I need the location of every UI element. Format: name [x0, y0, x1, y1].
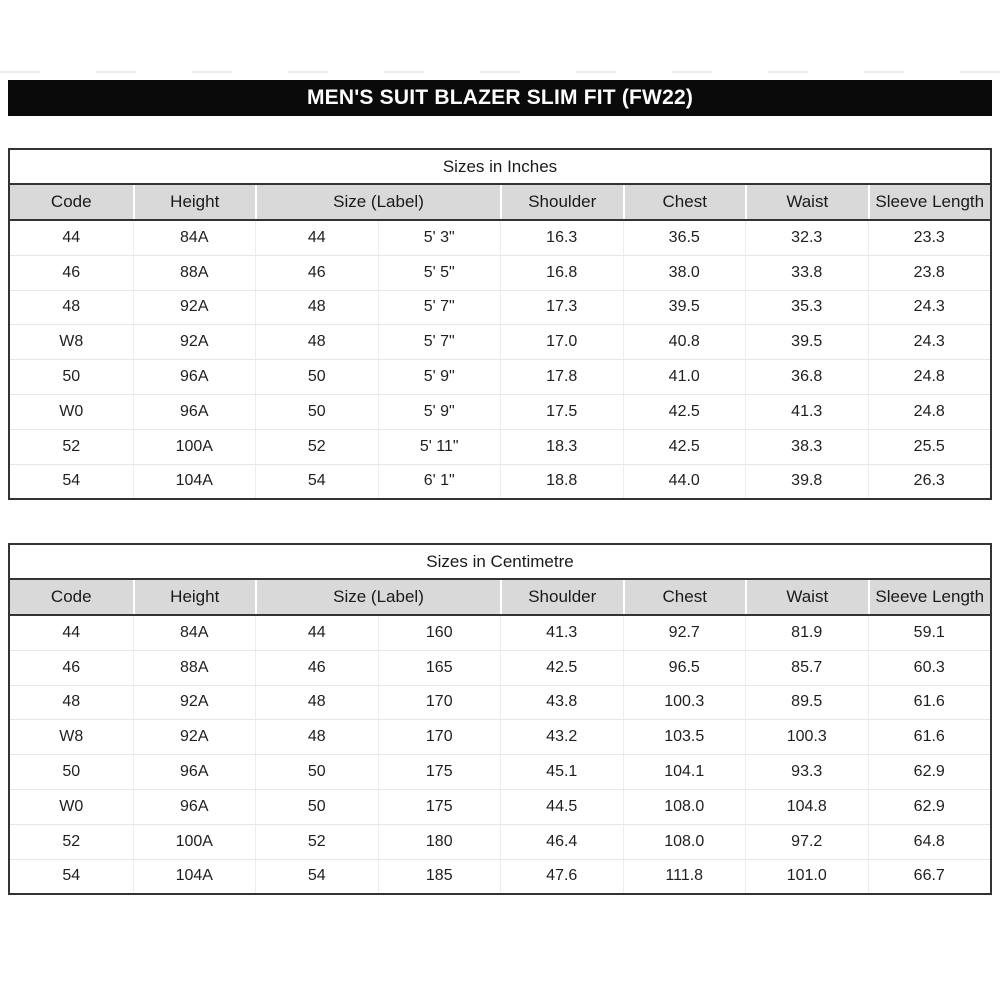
table-header-row — [10, 580, 990, 616]
table-cell: 24.8 — [868, 395, 991, 429]
table-title-inches: Sizes in Inches — [10, 150, 990, 185]
table-cell: 52 — [62, 437, 81, 455]
table-cell: 46 — [62, 263, 81, 281]
column-header-shoulder: Shoulder — [500, 580, 623, 614]
table-cell: 39.8 — [745, 465, 868, 499]
table-cell: 104.1 — [623, 755, 746, 789]
table-cell: 54 — [62, 472, 81, 490]
table-cell: 84A — [133, 221, 256, 255]
table-cell: 46 — [255, 651, 378, 685]
table-cell: 36.5 — [623, 221, 746, 255]
table-cell: 108.0 — [623, 790, 746, 824]
table-cell: W8 — [59, 333, 84, 351]
table-cell: 18.3 — [500, 430, 623, 464]
table-cell: 48 — [255, 325, 378, 359]
table-cell: 50 — [255, 395, 378, 429]
table-cell: 175 — [378, 755, 501, 789]
table-cell: 92A — [133, 325, 256, 359]
table-cell: 25.5 — [868, 430, 991, 464]
table-cell: 88A — [133, 256, 256, 290]
table-cell: 17.0 — [500, 325, 623, 359]
table-cell: 92A — [133, 686, 256, 720]
chart-title: MEN'S SUIT BLAZER SLIM FIT (FW22) — [306, 86, 694, 109]
table-row — [10, 859, 990, 894]
table-cell: 5' 7" — [378, 291, 501, 325]
table-cell: 46 — [255, 256, 378, 290]
table-row — [10, 221, 990, 255]
table-cell: 96A — [133, 395, 256, 429]
table-cell: 52 — [255, 825, 378, 859]
table-cell: 5' 9" — [378, 395, 501, 429]
table-cell: 41.3 — [745, 395, 868, 429]
table-cell: 52 — [62, 832, 81, 850]
column-header-size-label: Size (Label) — [255, 185, 500, 219]
table-cell: 26.3 — [868, 465, 991, 499]
table-header-row — [10, 185, 990, 221]
table-row — [10, 255, 990, 290]
table-cell: 50 — [255, 790, 378, 824]
table-cell: 36.8 — [745, 360, 868, 394]
spreadsheet-gridline-artifact — [0, 71, 1000, 73]
table-cell: 5' 11" — [378, 430, 501, 464]
table-cell: 180 — [378, 825, 501, 859]
table-cell: 81.9 — [745, 616, 868, 650]
table-cell: 100.3 — [745, 720, 868, 754]
table-row — [10, 394, 990, 429]
table-cell: 5' 3" — [378, 221, 501, 255]
table-row — [10, 359, 990, 394]
table-cell: W0 — [59, 402, 84, 420]
table-title-centimetre: Sizes in Centimetre — [10, 545, 990, 580]
table-cell: 185 — [378, 860, 501, 894]
column-header-height: Height — [133, 580, 256, 614]
table-row — [10, 719, 990, 754]
table-cell: 42.5 — [623, 395, 746, 429]
table-cell: 6' 1" — [378, 465, 501, 499]
table-cell: 54 — [255, 465, 378, 499]
table-row — [10, 290, 990, 325]
table-cell: 16.3 — [500, 221, 623, 255]
table-cell: 62.9 — [868, 790, 991, 824]
table-cell: W0 — [59, 797, 84, 815]
table-cell: 38.3 — [745, 430, 868, 464]
table-cell: 48 — [62, 693, 81, 711]
table-cell: 44 — [255, 221, 378, 255]
table-cell: 44 — [62, 228, 81, 246]
table-cell: 24.3 — [868, 325, 991, 359]
table-cell: 160 — [378, 616, 501, 650]
column-header-chest: Chest — [623, 580, 746, 614]
table-cell: 170 — [378, 686, 501, 720]
table-cell: 96A — [133, 790, 256, 824]
column-header-waist: Waist — [745, 185, 868, 219]
table-cell: 5' 9" — [378, 360, 501, 394]
table-cell: 61.6 — [868, 720, 991, 754]
table-cell: 44 — [62, 623, 81, 641]
table-sizes-in-centimetre — [8, 543, 992, 895]
table-row — [10, 685, 990, 720]
table-cell: 17.8 — [500, 360, 623, 394]
table-row — [10, 650, 990, 685]
table-cell: 24.8 — [868, 360, 991, 394]
table-body-centimetre — [10, 616, 990, 893]
table-cell: 42.5 — [623, 430, 746, 464]
table-cell: 17.3 — [500, 291, 623, 325]
table-cell: 84A — [133, 616, 256, 650]
table-cell: 165 — [378, 651, 501, 685]
table-cell: 54 — [255, 860, 378, 894]
table-cell: 64.8 — [868, 825, 991, 859]
table-cell: 23.3 — [868, 221, 991, 255]
table-cell: 50 — [255, 755, 378, 789]
table-cell: 92A — [133, 291, 256, 325]
table-row — [10, 429, 990, 464]
table-sizes-in-inches — [8, 148, 992, 500]
column-header-sleeve-length: Sleeve Length — [868, 580, 991, 614]
table-cell: 43.2 — [500, 720, 623, 754]
table-cell: 104A — [133, 860, 256, 894]
table-cell: 42.5 — [500, 651, 623, 685]
table-body-inches — [10, 221, 990, 498]
table-cell: 45.1 — [500, 755, 623, 789]
column-header-waist: Waist — [745, 580, 868, 614]
column-header-sleeve-length: Sleeve Length — [868, 185, 991, 219]
table-cell: 96.5 — [623, 651, 746, 685]
table-cell: 89.5 — [745, 686, 868, 720]
table-cell: 44 — [255, 616, 378, 650]
column-header-size-label: Size (Label) — [255, 580, 500, 614]
table-cell: 50 — [62, 763, 81, 781]
table-cell: 39.5 — [623, 291, 746, 325]
table-cell: 5' 5" — [378, 256, 501, 290]
column-header-code: Code — [50, 192, 92, 211]
table-cell: 41.3 — [500, 616, 623, 650]
table-row — [10, 324, 990, 359]
table-cell: 5' 7" — [378, 325, 501, 359]
table-cell: 92A — [133, 720, 256, 754]
table-cell: 44.5 — [500, 790, 623, 824]
table-cell: 59.1 — [868, 616, 991, 650]
table-cell: 18.8 — [500, 465, 623, 499]
table-cell: 96A — [133, 755, 256, 789]
table-row — [10, 464, 990, 499]
table-cell: 48 — [255, 686, 378, 720]
table-cell: 40.8 — [623, 325, 746, 359]
column-header-shoulder: Shoulder — [500, 185, 623, 219]
table-cell: 32.3 — [745, 221, 868, 255]
table-cell: 33.8 — [745, 256, 868, 290]
table-cell: 24.3 — [868, 291, 991, 325]
column-header-chest: Chest — [623, 185, 746, 219]
table-cell: 46 — [62, 658, 81, 676]
table-cell: 48 — [255, 720, 378, 754]
table-cell: 108.0 — [623, 825, 746, 859]
table-cell: 35.3 — [745, 291, 868, 325]
table-cell: 93.3 — [745, 755, 868, 789]
table-cell: 46.4 — [500, 825, 623, 859]
table-row — [10, 754, 990, 789]
table-cell: 85.7 — [745, 651, 868, 685]
table-row — [10, 789, 990, 824]
table-cell: 97.2 — [745, 825, 868, 859]
table-cell: 66.7 — [868, 860, 991, 894]
table-cell: 44.0 — [623, 465, 746, 499]
column-header-height: Height — [133, 185, 256, 219]
table-cell: 104A — [133, 465, 256, 499]
table-cell: 62.9 — [868, 755, 991, 789]
table-cell: 41.0 — [623, 360, 746, 394]
table-cell: 60.3 — [868, 651, 991, 685]
table-cell: 43.8 — [500, 686, 623, 720]
table-cell: 23.8 — [868, 256, 991, 290]
table-cell: 48 — [255, 291, 378, 325]
table-row — [10, 616, 990, 650]
table-cell: 111.8 — [623, 860, 746, 894]
table-cell: 16.8 — [500, 256, 623, 290]
table-cell: 54 — [62, 867, 81, 885]
table-row — [10, 824, 990, 859]
table-cell: 50 — [62, 368, 81, 386]
table-cell: 170 — [378, 720, 501, 754]
table-cell: 17.5 — [500, 395, 623, 429]
table-cell: 88A — [133, 651, 256, 685]
table-cell: 61.6 — [868, 686, 991, 720]
table-cell: 175 — [378, 790, 501, 824]
table-cell: W8 — [59, 728, 84, 746]
table-cell: 47.6 — [500, 860, 623, 894]
chart-title-banner — [8, 80, 992, 116]
table-cell: 39.5 — [745, 325, 868, 359]
table-cell: 103.5 — [623, 720, 746, 754]
table-cell: 48 — [62, 298, 81, 316]
table-cell: 101.0 — [745, 860, 868, 894]
table-cell: 52 — [255, 430, 378, 464]
table-cell: 96A — [133, 360, 256, 394]
table-cell: 50 — [255, 360, 378, 394]
column-header-code: Code — [50, 587, 92, 606]
table-cell: 100A — [133, 430, 256, 464]
table-cell: 104.8 — [745, 790, 868, 824]
table-cell: 92.7 — [623, 616, 746, 650]
table-cell: 100.3 — [623, 686, 746, 720]
table-cell: 38.0 — [623, 256, 746, 290]
table-cell: 100A — [133, 825, 256, 859]
